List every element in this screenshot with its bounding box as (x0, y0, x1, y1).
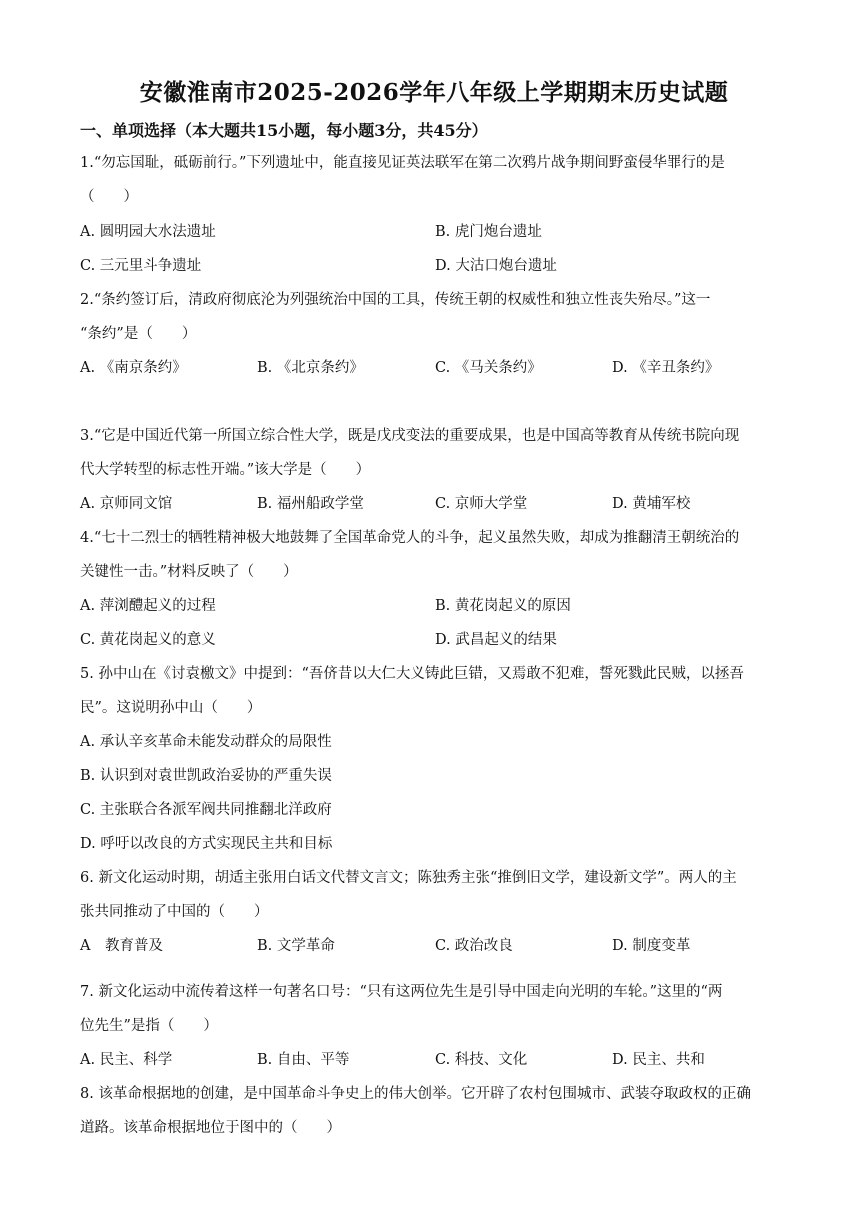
question-2-option-b: B. 《北京条约》 (257, 360, 364, 376)
question-3-line-1: 3.“它是中国近代第一所国立综合性大学，既是戊戌变法的重要成果，也是中国高等教育从传统书院向现 (80, 428, 740, 444)
question-4-option-d: D. 武昌起义的结果 (435, 632, 557, 648)
question-7-option-d: D. 民主、共和 (612, 1052, 705, 1068)
question-7-option-b: B. 自由、平等 (257, 1052, 350, 1068)
question-1-line-2: （ ） (80, 189, 138, 205)
question-8-line-2: 道路。该革命根据地位于图中的（ ） (80, 1120, 341, 1136)
question-6-option-c: C. 政治改良 (435, 938, 513, 954)
question-6-option-d: D. 制度变革 (612, 938, 691, 954)
question-1-option-a: A. 圆明园大水法遗址 (80, 224, 216, 240)
question-4-line-2: 关键性一击。”材料反映了（ ） (80, 564, 298, 580)
question-5-option-b: B. 认识到对袁世凯政治妥协的严重失误 (80, 768, 332, 784)
question-4-option-b: B. 黄花岗起义的原因 (435, 598, 571, 614)
question-3-line-2: 代大学转型的标志性开端。”该大学是（ ） (80, 462, 371, 478)
question-3-option-d: D. 黄埔军校 (612, 496, 691, 512)
question-2-line-2: “条约”是（ ） (80, 326, 197, 342)
question-7-line-2: 位先生”是指（ ） (80, 1018, 218, 1034)
question-7-option-a: A. 民主、科学 (80, 1052, 173, 1068)
question-6-option-a: A 教育普及 (80, 938, 163, 954)
question-3-option-b: B. 福州船政学堂 (257, 496, 364, 512)
question-6-line-1: 6. 新文化运动时期，胡适主张用白话文代替文言文；陈独秀主张“推倒旧文学，建设新文学”。两人的主 (80, 870, 737, 886)
question-2-option-d: D. 《辛丑条约》 (612, 360, 720, 376)
question-3-option-a: A. 京师同文馆 (80, 496, 173, 512)
question-1-option-d: D. 大沽口炮台遗址 (435, 258, 557, 274)
exam-title: 安徽淮南市2025-2026学年八年级上学期期末历史试题 (139, 79, 729, 106)
question-6-line-2: 张共同推动了中国的（ ） (80, 904, 269, 920)
question-7-option-c: C. 科技、文化 (435, 1052, 528, 1068)
question-2-option-c: C. 《马关条约》 (435, 360, 542, 376)
question-5-option-c: C. 主张联合各派军阀共同推翻北洋政府 (80, 802, 332, 818)
question-1-option-c: C. 三元里斗争遗址 (80, 258, 202, 274)
question-6-option-b: B. 文学革命 (257, 938, 335, 954)
section-heading: 一、单项选择（本大题共15小题，每小题3分，共45分） (80, 121, 488, 140)
question-4-option-c: C. 黄花岗起义的意义 (80, 632, 216, 648)
question-1-line-1: 1.“勿忘国耻，砥砺前行。”下列遗址中，能直接见证英法联军在第二次鸦片战争期间野蛮侵华罪行的是 (80, 155, 725, 171)
question-4-line-1: 4.“七十二烈士的牺牲精神极大地鼓舞了全国革命党人的斗争，起义虽然失败，却成为推翻清王朝统治的 (80, 530, 740, 546)
question-2-option-a: A. 《南京条约》 (80, 360, 187, 376)
question-5-option-a: A. 承认辛亥革命未能发动群众的局限性 (80, 734, 332, 750)
question-5-line-1: 5. 孙中山在《讨袁檄文》中提到：“吾侪昔以大仁大义铸此巨错，又焉敢不犯难，誓死戮此民贼，以拯吾 (80, 666, 744, 682)
question-8-line-1: 8. 该革命根据地的创建，是中国革命斗争史上的伟大创举。它开辟了农村包围城市、武装夺取政权的正确 (80, 1086, 751, 1102)
question-7-line-1: 7. 新文化运动中流传着这样一句著名口号：“只有这两位先生是引导中国走向光明的车轮。”这里的“两 (80, 984, 723, 1000)
question-4-option-a: A. 萍浏醴起义的过程 (80, 598, 216, 614)
question-1-option-b: B. 虎门炮台遗址 (435, 224, 542, 240)
question-5-option-d: D. 呼吁以改良的方式实现民主共和目标 (80, 836, 333, 852)
question-5-line-2: 民”。这说明孙中山（ ） (80, 700, 262, 716)
question-3-option-c: C. 京师大学堂 (435, 496, 528, 512)
question-2-line-1: 2.“条约签订后，清政府彻底沦为列强统治中国的工具，传统王朝的权威性和独立性丧失殆尽。”这一 (80, 292, 711, 308)
